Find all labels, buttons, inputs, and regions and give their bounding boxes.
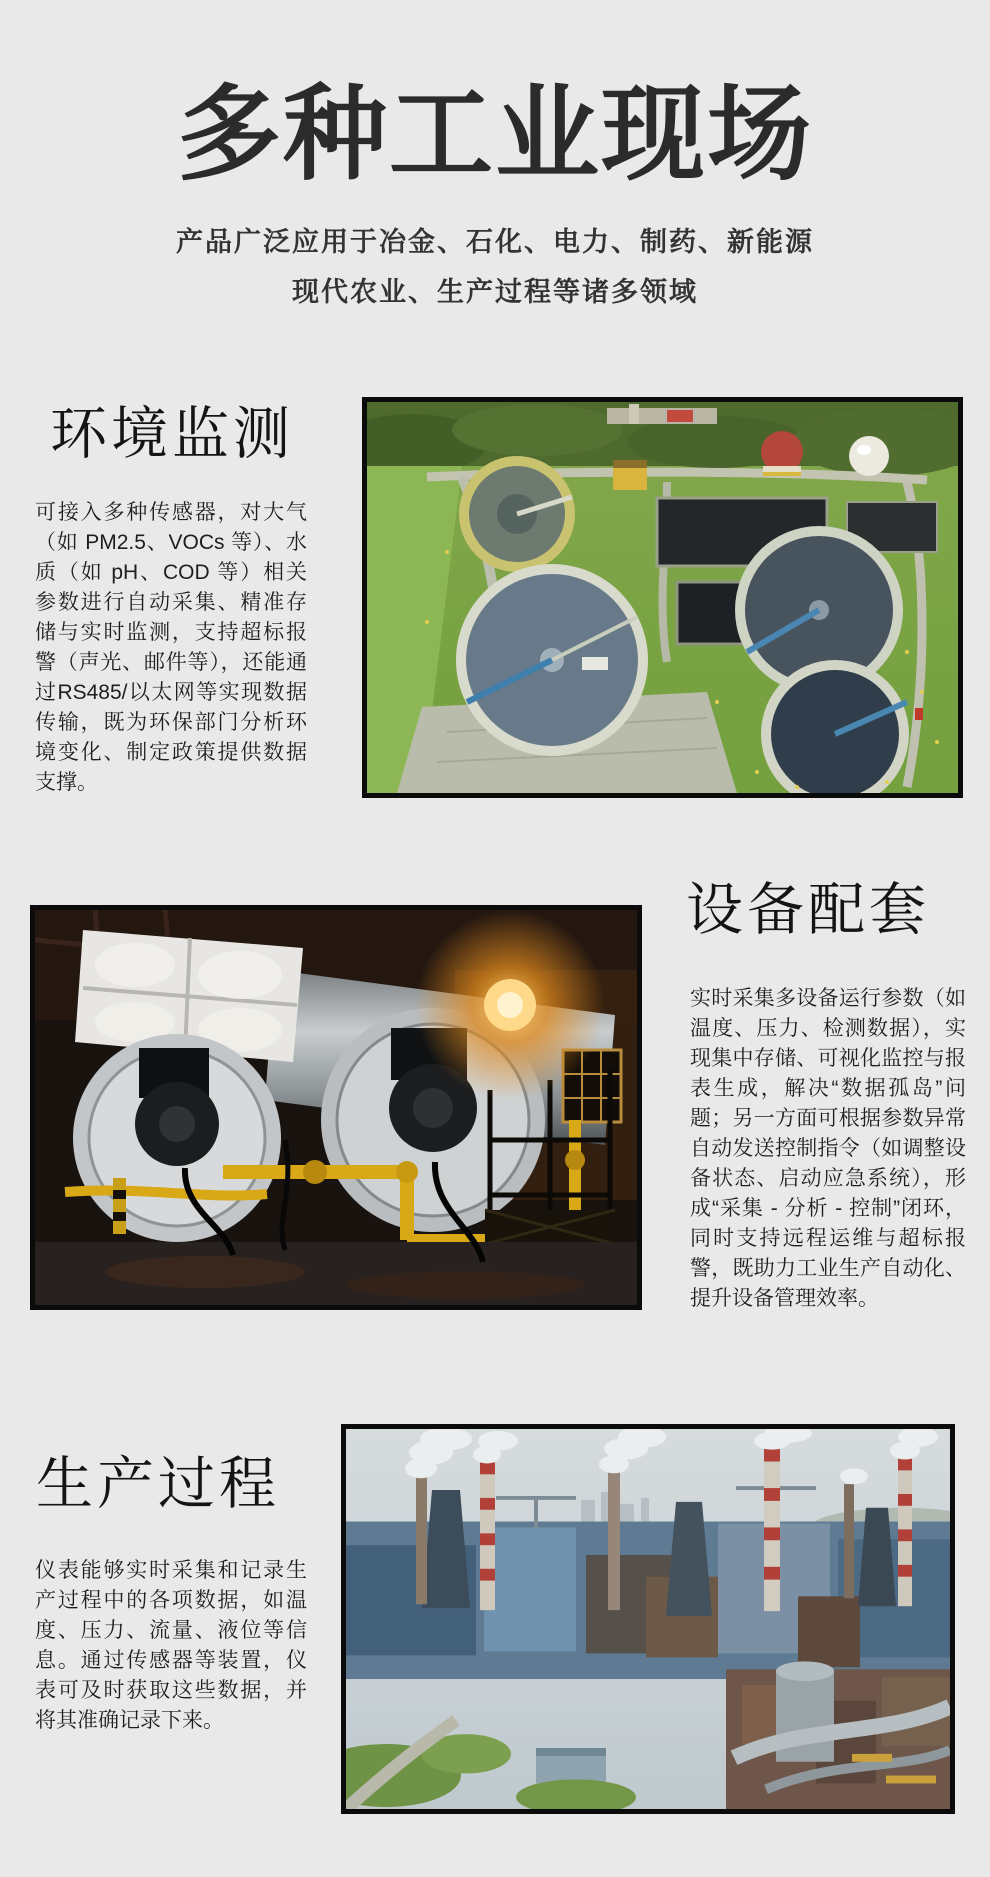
steel-plant-photo-art: [346, 1429, 950, 1809]
subtitle-line-2: 现代农业、生产过程等诸多领域: [292, 277, 698, 307]
section-heading-production: 生产过程: [36, 1452, 280, 1516]
water-treatment-plant-photo: [362, 397, 963, 798]
section-heading-environment: 环境监测: [50, 402, 294, 466]
steel-plant-photo: [341, 1424, 955, 1814]
section-body-production: 仪表能够实时采集和记录生产过程中的各项数据，如温度、压力、流量、液位等信息。通过传感器等装置，仪表可及时获取这些数据，并将其准确记录下来。: [35, 1559, 307, 1732]
page-title: 多种工业现场: [176, 77, 813, 193]
section-heading-equipment: 设备配套: [686, 878, 930, 942]
section-body-environment: 可接入多种传感器，对大气（如 PM2.5、VOCs 等）、水质（如 pH、COD 等）相关参数进行自动采集、精准存储与实时监测，支持超标报警（声光、邮件等），还能通过RS485/以太网等实现数据传输，既为环保部门分析环境变化、制定政策提供数据支撑。: [35, 501, 307, 794]
boiler-room-photo: [30, 905, 642, 1310]
boiler-room-photo-art: [35, 910, 637, 1305]
subtitle-line-1: 产品广泛应用于冶金、石化、电力、制药、新能源: [176, 227, 814, 257]
water-treatment-photo-art: [367, 402, 958, 793]
section-body-equipment: 实时采集多设备运行参数（如温度、压力、检测数据），实现集中存储、可视化监控与报表生成，解决“数据孤岛”问题；另一方面可根据参数异常自动发送控制指令（如调整设备状态、启动应急系统），形成“采集 - 分析 - 控制”闭环，同时支持远程运维与超标报警，既助力工业生产自动化、提升设备管理效率。: [690, 987, 966, 1310]
